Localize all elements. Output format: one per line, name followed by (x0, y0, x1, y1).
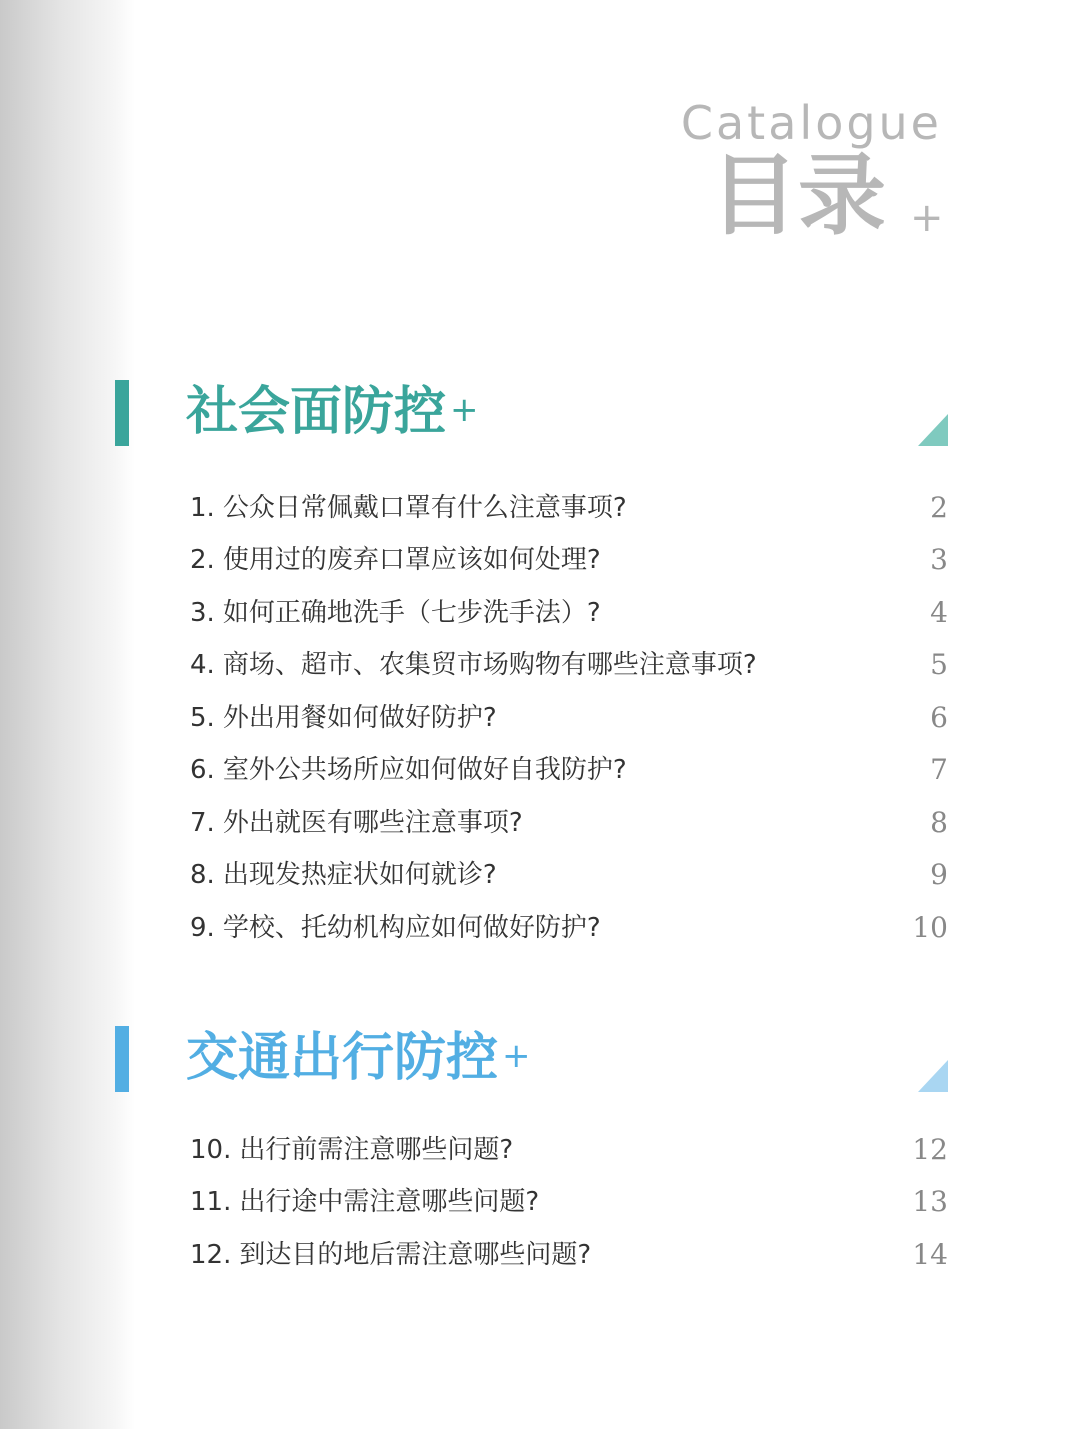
entry-page-number: 5 (930, 648, 948, 681)
entry-number: 2. (190, 545, 215, 575)
plus-icon: + (450, 390, 479, 430)
entry-page-number: 10 (912, 911, 948, 944)
toc-entry[interactable] (190, 1130, 950, 1170)
entry-number: 7. (190, 808, 215, 838)
section-title-text: 交通出行防控 (186, 1028, 499, 1088)
catalogue-chinese-title: 目录 (710, 144, 887, 247)
entry-text: 到达目的地后需注意哪些问题? (239, 1240, 592, 1270)
entry-page-number: 3 (930, 543, 948, 576)
section-title (186, 382, 479, 442)
entry-page-number: 7 (930, 753, 948, 786)
entry-text: 室外公共场所应如何做好自我防护? (222, 755, 627, 785)
section-title-text: 社会面防控 (186, 382, 447, 442)
toc-entry[interactable] (190, 540, 950, 580)
entry-text: 出行途中需注意哪些问题? (239, 1187, 540, 1217)
plus-icon: + (502, 1036, 531, 1076)
entry-text: 出行前需注意哪些问题? (239, 1135, 514, 1165)
toc-entry[interactable] (190, 750, 950, 790)
entry-text: 公众日常佩戴口罩有什么注意事项? (222, 493, 627, 523)
entry-page-number: 6 (930, 701, 948, 734)
entry-page-number: 9 (930, 858, 948, 891)
toc-entry[interactable] (190, 1182, 950, 1222)
entry-text: 商场、超市、农集贸市场购物有哪些注意事项? (222, 650, 757, 680)
entry-text: 如何正确地洗手（七步洗手法）? (222, 598, 601, 628)
entry-number: 6. (190, 755, 215, 785)
entry-text: 学校、托幼机构应如何做好防护? (222, 913, 601, 943)
entry-text: 外出用餐如何做好防护? (222, 703, 497, 733)
section-accent-bar (115, 1026, 129, 1092)
section-title (186, 1028, 531, 1088)
entry-number: 3. (190, 598, 215, 628)
entry-page-number: 4 (930, 596, 948, 629)
toc-entry[interactable] (190, 855, 950, 895)
entry-page-number: 14 (912, 1238, 948, 1271)
entry-page-number: 12 (912, 1133, 948, 1166)
entry-number: 8. (190, 860, 215, 890)
section-accent-bar (115, 380, 129, 446)
entry-number: 1. (190, 493, 215, 523)
corner-triangle-icon (918, 1060, 948, 1092)
toc-entry[interactable] (190, 645, 950, 685)
toc-entry[interactable] (190, 908, 950, 948)
entry-number: 11. (190, 1187, 232, 1217)
entry-number: 9. (190, 913, 215, 943)
entry-number: 4. (190, 650, 215, 680)
catalogue-plus-icon: + (910, 195, 944, 241)
corner-triangle-icon (918, 414, 948, 446)
entry-number: 5. (190, 703, 215, 733)
entry-number: 10. (190, 1135, 232, 1165)
entry-page-number: 13 (912, 1185, 948, 1218)
entry-text: 出现发热症状如何就诊? (222, 860, 497, 890)
entry-text: 使用过的废弃口罩应该如何处理? (222, 545, 601, 575)
entry-number: 12. (190, 1240, 232, 1270)
toc-entry[interactable] (190, 698, 950, 738)
toc-entry[interactable] (190, 803, 950, 843)
toc-entry[interactable] (190, 488, 950, 528)
toc-entry[interactable] (190, 593, 950, 633)
entry-page-number: 2 (930, 491, 948, 524)
toc-entry[interactable] (190, 1235, 950, 1275)
entry-text: 外出就医有哪些注意事项? (222, 808, 523, 838)
entry-page-number: 8 (930, 806, 948, 839)
catalogue-english-title: Catalogue (680, 96, 942, 150)
